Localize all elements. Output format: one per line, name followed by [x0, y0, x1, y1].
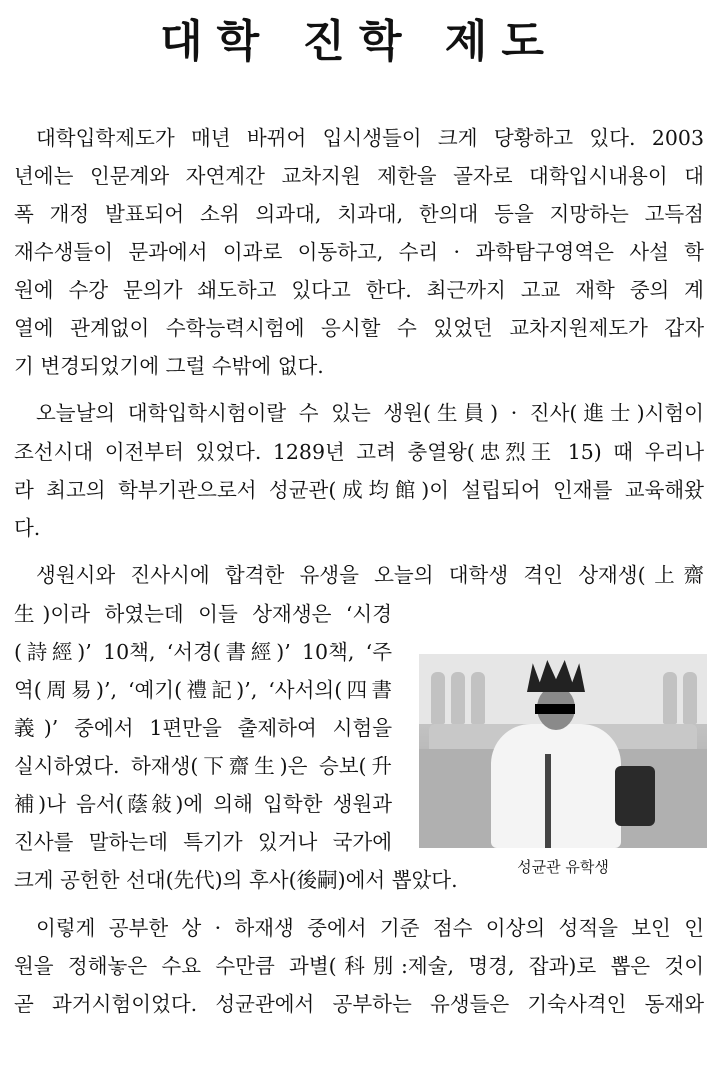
photo-background-figure	[683, 672, 697, 724]
paragraph-line: 補)나 음서(蔭敍)에 의해 입학한 생원과	[14, 792, 392, 816]
paragraph-line: 역(周易)’, ‘예기(禮記)’, ‘사서의(四書	[14, 678, 392, 702]
paragraph-line: 진사를 말하는데 특기가 있거나 국가에	[14, 830, 392, 854]
photo-person-robe	[491, 724, 621, 848]
paragraph-line: 열에 관계없이 수학능력시험에 응시할 수 있었던 교차지원제도가 갑자	[14, 316, 704, 340]
paragraph-line: 크게 공헌한 선대(先代)의 후사(後嗣)에서 뽑았다.	[14, 868, 458, 892]
photo-bag	[615, 766, 655, 826]
paragraph-line: 이렇게 공부한 상 · 하재생 중에서 기준 점수 이상의 성적을 보인 인	[36, 916, 704, 940]
paragraph-line: 년에는 인문계와 자연계간 교차지원 제한을 골자로 대학입시내용이 대	[14, 164, 704, 188]
paragraph-line: 오늘날의 대학입학시험이랄 수 있는 생원(生員) · 진사(進士)시험이	[36, 401, 704, 425]
photo-privacy-bar	[535, 704, 575, 714]
student-photo	[419, 654, 707, 848]
paragraph-line: 다.	[14, 516, 41, 540]
paragraph-line: 대학입학제도가 매년 바뀌어 입시생들이 크게 당황하고 있다. 2003	[36, 126, 704, 150]
photo-background-figure	[431, 672, 445, 724]
photo-background-figure	[471, 672, 485, 724]
paragraph-line: 生)이라 하였는데 이들 상재생은 ‘시경	[14, 602, 392, 626]
photo-background-figure	[451, 672, 465, 724]
paragraph-line: 조선시대 이전부터 있었다. 1289년 고려 충열왕(忠烈王 15) 때 우리나	[14, 440, 704, 464]
paragraph-line: 義)’ 중에서 1편만을 출제하여 시험을	[14, 716, 392, 740]
photo-background-figure	[663, 672, 677, 724]
paragraph-line: 폭 개정 발표되어 소위 의과대, 치과대, 한의대 등을 지망하는 고득점	[14, 202, 704, 226]
paragraph-line: 재수생들이 문과에서 이과로 이동하고, 수리 · 과학탐구영역은 사설 학	[14, 240, 704, 264]
paragraph-line: 곧 과거시험이었다. 성균관에서 공부하는 유생들은 기숙사격인 동재와	[14, 992, 704, 1016]
paragraph-line: (詩經)’ 10책, ‘서경(書經)’ 10책, ‘주	[14, 640, 392, 664]
paragraph-line: 원에 수강 문의가 쇄도하고 있다고 한다. 최근까지 고교 재학 중의 계	[14, 278, 704, 302]
photo-cane	[545, 754, 551, 848]
paragraph-line: 생원시와 진사시에 합격한 유생을 오늘의 대학생 격인 상재생(上齋	[36, 563, 704, 587]
photo-caption: 성균관 유학생	[517, 858, 609, 876]
paragraph-line: 기 변경되었기에 그럴 수밖에 없다.	[14, 354, 324, 378]
paragraph-line: 실시하였다. 하재생(下齋生)은 승보(升	[14, 754, 392, 778]
paragraph-line: 라 최고의 학부기관으로서 성균관(成均館)이 설립되어 인재를 교육해왔	[14, 478, 704, 502]
paragraph-line: 원을 정해놓은 수요 수만큼 과별(科別:제술, 명경, 잡과)로 뽑은 것이	[14, 954, 704, 978]
document-title: 대학 진학 제도	[160, 16, 558, 67]
